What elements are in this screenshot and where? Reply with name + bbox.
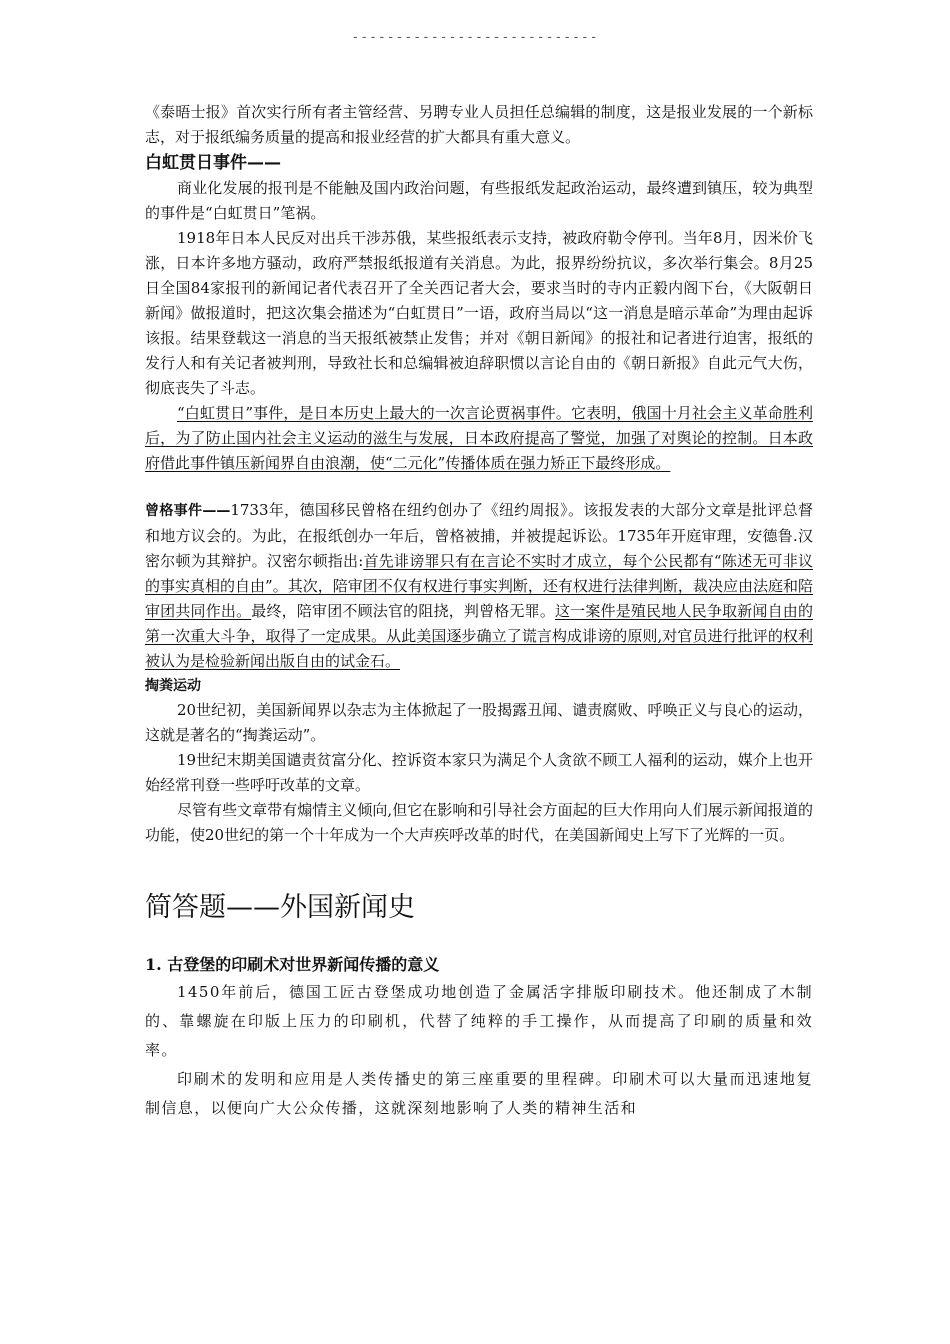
paragraph-baihong-2: 1918年日本人民反对出兵干涉苏俄，某些报纸表示支持，被政府勒令停刊。当年8月，因米价飞涨，日本许多地方骚动，政府严禁报纸报道有关消息。为此，报界纷纷抗议，多次举行集会。8月25日全国84家报刊的新闻记者代表召开了全关西记者大会，要求当时的寺内正毅内阁下台，《大阪朝日新闻》做报道时，把这次集会描述为“白虹贯日”一语，政府当局以“这一消息是暗示革命”为理由起诉该报。结果登载这一消息的当天报纸被禁止发售；并对《朝日新闻》的报社和记者进行迫害，报纸的发行人和有关记者被判刑，导致社长和总编辑被迫辞职惯以言论自由的《朝日新报》自此元气大伤，彻底丧失了斗志。 — [145, 229, 813, 397]
section-title: 简答题——外国新闻史 — [145, 892, 415, 923]
question-1-paragraph-2: 印刷术的发明和应用是人类传播史的第三座重要的里程碑。印刷术可以大量而迅速地复制信息，以便向广大公众传播，这就深刻地影响了人类的精神生活和 — [145, 1070, 813, 1117]
spacer — [145, 848, 813, 888]
zenger-text-1: 1733年，德国移民曾格在纽约创办了《纽约周报》。该报发表的大部分文章是批评总督和地方议会的。为此，在报纸创办一年后，曾格被捕，并被提起诉讼。1735年开庭审理，安德鲁.汉密尔顿为其辩护。汉密尔顿指出: — [145, 501, 814, 570]
paragraph-zenger-event — [145, 498, 813, 674]
paragraph-muckraking-2: 19世纪末期美国谴责贫富分化、控诉资本家只为满足个人贪欲不顾工人福利的运动，媒介上也开始经常刊登一些呼吁改革的文章。 — [145, 751, 813, 794]
document-body — [145, 100, 813, 1123]
zenger-label: 曾格事件—— — [145, 503, 231, 519]
paragraph-times: 《泰晤士报》首次实行所有者主管经营、另聘专业人员担任总编辑的制度，这是报业发展的一个新标志，对于报纸编务质量的提高和报业经营的扩大都具有重大意义。 — [145, 103, 813, 146]
paragraph-muckraking-3: 尽管有些文章带有煽情主义倾向,但它在影响和引导社会方面起的巨大作用向人们展示新闻报道的功能，使20世纪的第一个十年成为一个大声疾呼改革的时代，在美国新闻史上写下了光辉的一页。 — [145, 801, 813, 844]
question-1-paragraph-1: 1450年前后，德国工匠古登堡成功地创造了金属活字排版印刷技术。他还制成了木制的、靠螺旋在印版上压力的印刷机，代替了纯粹的手工操作，从而提高了印刷的质量和效率。 — [145, 983, 813, 1059]
zenger-text-2: 最终，陪审团不顾法官的阻挠，判曾格无罪。 — [251, 602, 555, 620]
zenger-underline-1: 首先诽谤罪只有在言论不实时才成立，每个公民都有“陈述无可非议的事实真相的自由”。其次，陪审团不仅有权进行事实判断，还有权进行法律判断，裁决应由法庭和陪审团共同作出。 — [145, 552, 813, 620]
paragraph-muckraking-1: 20世纪初，美国新闻界以杂志为主体掀起了一股揭露丑闻、谴责腐败、呼唤正义与良心的运动，这就是著名的“掏粪运动”。 — [145, 701, 813, 744]
heading-baihong-event: 白虹贯日事件—— — [145, 153, 281, 173]
spacer — [145, 476, 813, 498]
heading-muckraking: 掏粪运动 — [145, 678, 201, 694]
question-1-title: 1. 古登堡的印刷术对世界新闻传播的意义 — [145, 955, 440, 974]
header-dashed-rule: ---------------------------- — [351, 30, 599, 45]
zenger-underline-2: 这一案件是殖民地人民争取新闻自由的第一次重大斗争，取得了一定成果。从此美国逐步确立了谎言构成诽谤的原则,对官员进行批评的权利被认为是检验新闻出版自由的试金石。 — [145, 602, 813, 670]
paragraph-baihong-3-underlined: “白虹贯日”事件，是日本历史上最大的一次言论贾祸事件。它表明，俄国十月社会主义革命胜利后，为了防止国内社会主义运动的滋生与发展，日本政府提高了警觉，加强了对舆论的控制。日本政府借此事件镇压新闻界自由浪潮，使“二元化”传播体质在强力矫正下最终形成。 — [145, 404, 813, 472]
question-1-body — [145, 978, 813, 1123]
spacer — [145, 928, 813, 952]
paragraph-baihong-1: 商业化发展的报刊是不能触及国内政治问题，有些报纸发起政治运动，最终遭到镇压，较为典型的事件是“白虹贯日”笔祸。 — [145, 179, 813, 222]
